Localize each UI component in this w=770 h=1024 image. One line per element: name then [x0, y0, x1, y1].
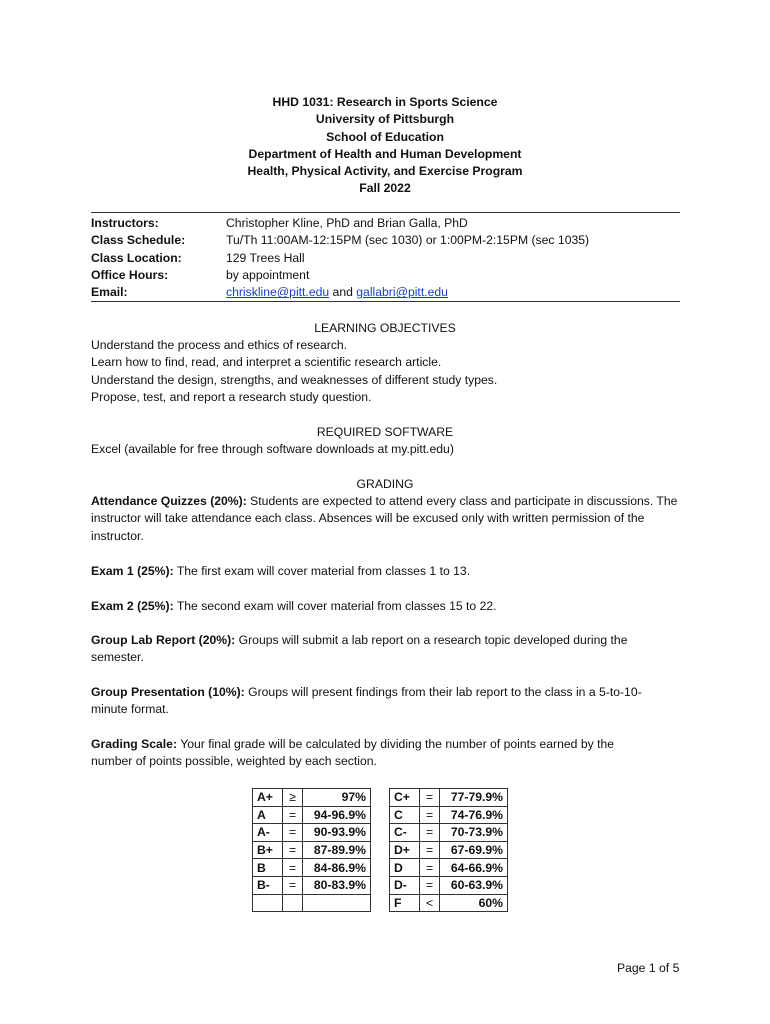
email-conjunction: and: [332, 285, 353, 300]
info-row-location: [91, 250, 589, 267]
header-divider: [91, 212, 680, 213]
grade-scale-row: [253, 789, 371, 807]
grade-operator: =: [420, 859, 440, 877]
grade-scale-body: [390, 789, 508, 912]
grade-operator: =: [283, 824, 303, 842]
grade-letter: C: [390, 806, 420, 824]
info-label: Class Location:: [91, 250, 182, 265]
grading-item-text: The second exam will cover material from classes 15 to 22.: [176, 599, 497, 613]
grade-scale-row: [253, 859, 371, 877]
grading-item-text: Groups will submit a lab report on a research topic developed during the semester.: [91, 633, 628, 665]
grading-item-text: The first exam will cover material from classes 1 to 13.: [176, 564, 471, 578]
grade-scale-row: [390, 876, 508, 894]
grading-item-label: Grading Scale:: [91, 737, 178, 751]
objectives-title: LEARNING OBJECTIVES: [314, 321, 456, 335]
email-link-kline[interactable]: chriskline@pitt.edu: [226, 285, 330, 300]
grade-range: 80-83.9%: [303, 876, 371, 894]
term: Fall 2022: [359, 181, 411, 196]
grade-letter: [253, 894, 283, 912]
info-label: Office Hours:: [91, 267, 169, 282]
info-label: Email:: [91, 285, 128, 300]
department-name: Department of Health and Human Development: [248, 146, 522, 161]
grade-operator: =: [283, 806, 303, 824]
grade-range: 74-76.9%: [440, 806, 508, 824]
grade-range: 97%: [303, 789, 371, 807]
info-label: Class Schedule:: [91, 233, 186, 248]
grading-item-lab-report: [91, 632, 661, 667]
course-title: HHD 1031: Research in Sports Science: [272, 95, 498, 109]
grading-item-text: Groups will present findings from their lab report to the class in a 5-to-10-minute format.: [91, 685, 642, 717]
info-row-schedule: [91, 232, 589, 249]
grade-scale-row: [253, 806, 371, 824]
grade-scale-table-right: [389, 788, 508, 912]
grade-scale-row: [253, 824, 371, 842]
grade-scale-row: [253, 894, 371, 912]
grade-operator: =: [283, 876, 303, 894]
info-label: Instructors:: [91, 216, 159, 230]
grading-item-label: Exam 1 (25%):: [91, 564, 174, 578]
grading-item-exam1: [91, 563, 686, 580]
info-value: 129 Trees Hall: [226, 250, 305, 265]
grade-letter: B+: [253, 841, 283, 859]
info-value: Tu/Th 11:00AM-12:15PM (sec 1030) or 1:00PM-2:15PM (sec 1035): [226, 233, 590, 248]
grade-operator: =: [420, 789, 440, 807]
grade-scale-row: [390, 894, 508, 912]
grade-operator: =: [420, 824, 440, 842]
grading-item-label: Exam 2 (25%):: [91, 599, 174, 613]
grade-scale-row: [390, 841, 508, 859]
info-row-instructors: [91, 215, 589, 232]
objective-item: Understand the process and ethics of research.: [91, 338, 348, 352]
grade-letter: D: [390, 859, 420, 877]
grade-range: 90-93.9%: [303, 824, 371, 842]
grading-item-label: Group Lab Report (20%):: [91, 633, 236, 647]
grading-item-exam2: [91, 598, 686, 615]
grade-range: 77-79.9%: [440, 789, 508, 807]
grade-scale-row: [390, 824, 508, 842]
grade-scale-body: [253, 789, 371, 912]
grading-item-scale: [91, 736, 651, 771]
page-number: Page 1 of 5: [617, 961, 680, 975]
grading-item-text: Your final grade will be calculated by dividing the number of points earned by the number of points possible, weighted by each section.: [91, 737, 615, 769]
grade-scale-row: [390, 789, 508, 807]
grade-operator: ≥: [283, 789, 303, 807]
grade-operator: =: [420, 806, 440, 824]
grade-letter: F: [390, 894, 420, 912]
grade-letter: A+: [253, 789, 283, 807]
info-value: by appointment: [226, 267, 310, 282]
grade-letter: B-: [253, 876, 283, 894]
grade-range: 87-89.9%: [303, 841, 371, 859]
grade-range: 70-73.9%: [440, 824, 508, 842]
grade-operator: [283, 894, 303, 912]
software-title: REQUIRED SOFTWARE: [316, 425, 454, 439]
course-info: [91, 215, 589, 301]
objective-item: Understand the design, strengths, and weaknesses of different study types.: [91, 372, 498, 387]
grading-item-attendance: [91, 493, 686, 545]
info-divider: [91, 301, 680, 302]
grading-title: GRADING: [356, 477, 414, 491]
program-name: Health, Physical Activity, and Exercise Program: [247, 164, 523, 179]
grade-scale-row: [390, 859, 508, 877]
grade-range: 60%: [440, 894, 508, 912]
grade-range: 67-69.9%: [440, 841, 508, 859]
email-link-galla[interactable]: gallabri@pitt.edu: [356, 285, 448, 300]
info-row-email: [91, 284, 589, 301]
objectives-list: [91, 337, 686, 407]
grade-letter: A-: [253, 824, 283, 842]
university-name: University of Pittsburgh: [315, 112, 455, 127]
info-row-office-hours: [91, 267, 589, 284]
grade-range: 94-96.9%: [303, 806, 371, 824]
grading-item-text: Students are expected to attend every class and participate in discussions. The instructor will take attendance each class. Absences will be excused only with written permission of the instructor.: [91, 494, 678, 543]
grading-item-label: Attendance Quizzes (20%):: [91, 494, 247, 508]
grading-item-label: Group Presentation (10%):: [91, 685, 245, 699]
grade-range: [303, 894, 371, 912]
objective-item: Propose, test, and report a research study question.: [91, 390, 372, 405]
objective-item: Learn how to find, read, and interpret a scientific research article.: [91, 355, 442, 370]
grade-letter: C+: [390, 789, 420, 807]
grade-letter: D+: [390, 841, 420, 859]
grade-scale-row: [390, 806, 508, 824]
grade-range: 60-63.9%: [440, 876, 508, 894]
software-text: Excel (available for free through software downloads at my.pitt.edu): [91, 442, 454, 456]
grade-range: 64-66.9%: [440, 859, 508, 877]
grade-letter: C-: [390, 824, 420, 842]
grade-scale-row: [253, 841, 371, 859]
grade-operator: =: [420, 876, 440, 894]
grade-operator: =: [420, 841, 440, 859]
grade-operator: =: [283, 859, 303, 877]
grade-scale-table-left: [252, 788, 371, 912]
info-value-email: [226, 284, 448, 301]
grade-operator: <: [420, 894, 440, 912]
grade-letter: D-: [390, 876, 420, 894]
grade-scale-row: [253, 876, 371, 894]
grade-letter: A: [253, 806, 283, 824]
info-value: Christopher Kline, PhD and Brian Galla, PhD: [226, 216, 468, 230]
grade-letter: B: [253, 859, 283, 877]
grading-item-presentation: [91, 684, 671, 719]
document-header: [0, 94, 770, 198]
school-name: School of Education: [326, 129, 444, 144]
grade-range: 84-86.9%: [303, 859, 371, 877]
grade-operator: =: [283, 841, 303, 859]
